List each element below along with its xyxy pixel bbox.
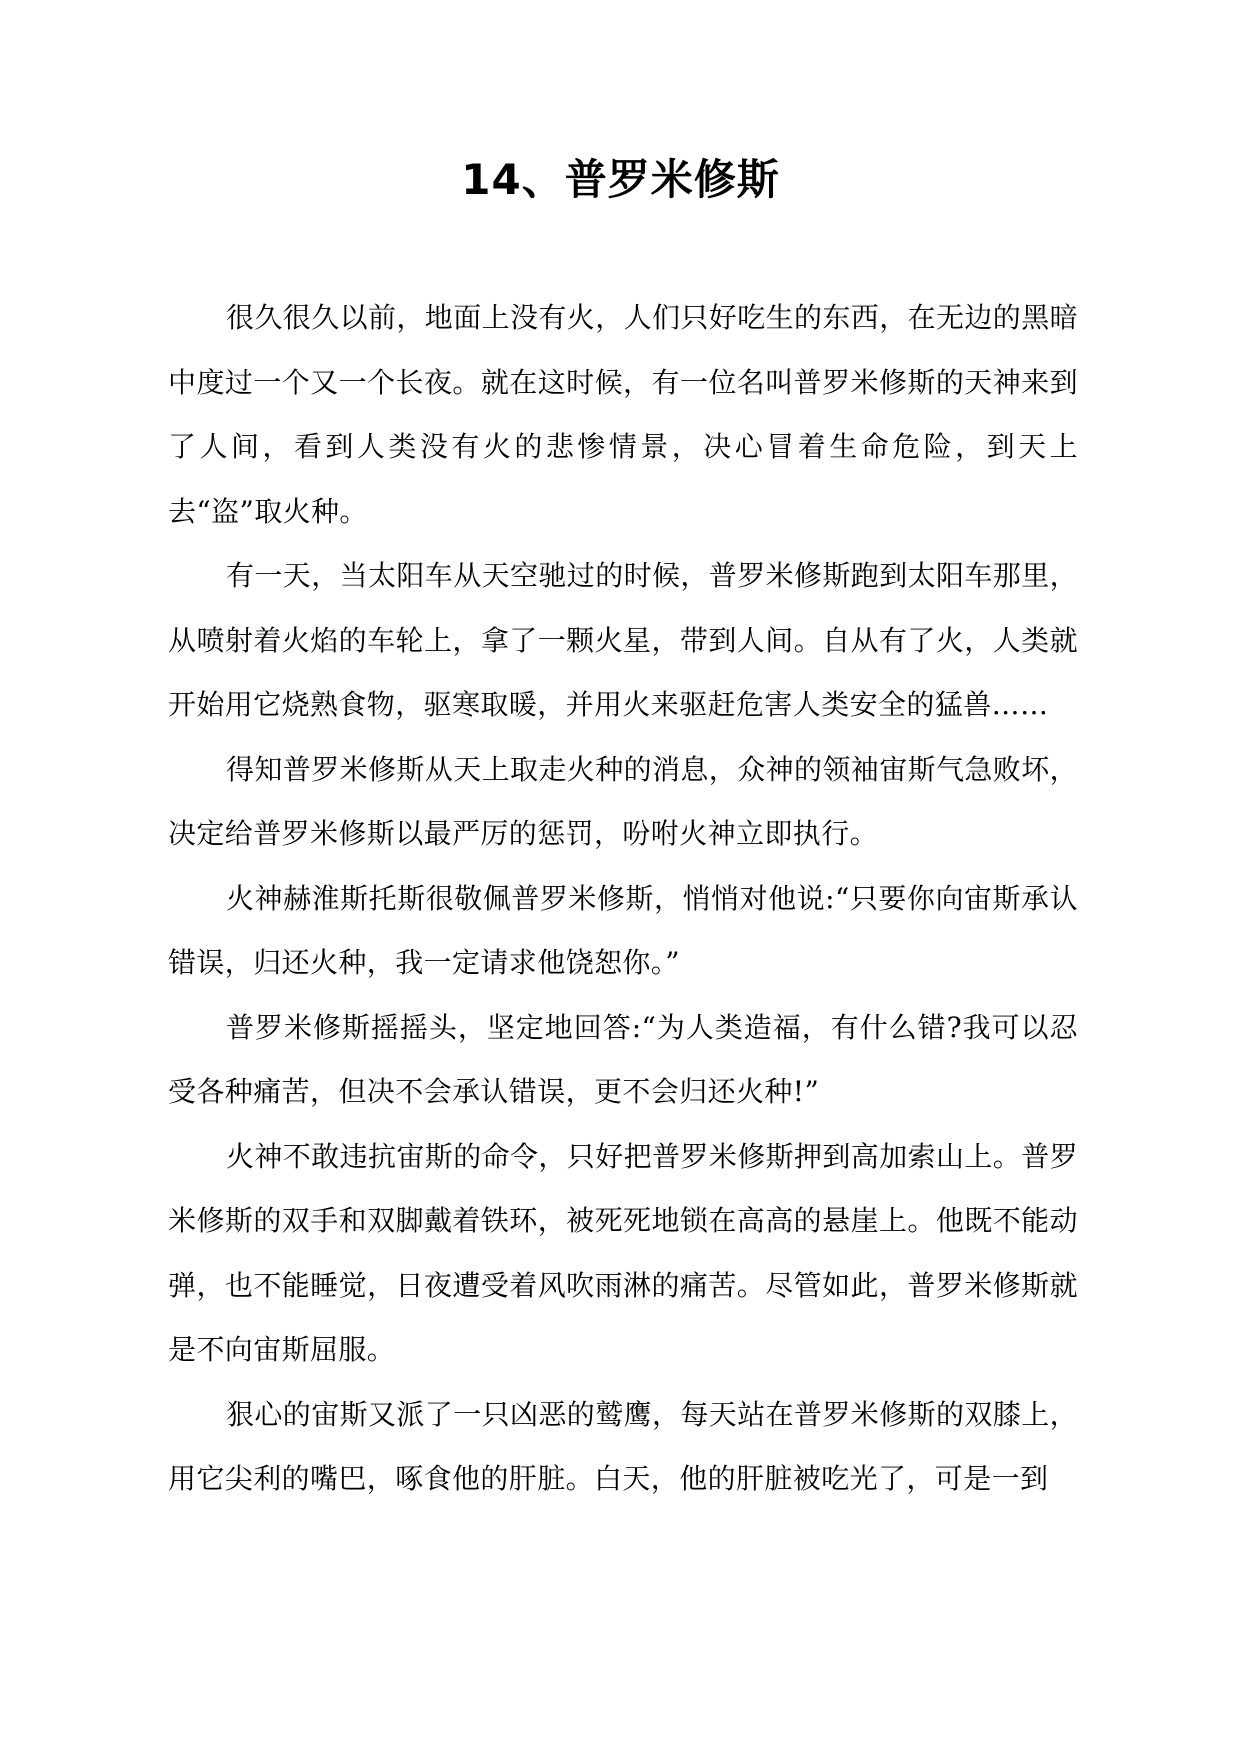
paragraph: 很久很久以前，地面上没有火，人们只好吃生的东西，在无边的黑暗中度过一个又一个长夜。就在这时候，有一位名叫普罗米修斯的天神来到了人间，看到人类没有火的悲惨情景，决心冒着生命危险，到天上去“盗”取火种。 (168, 301, 1079, 528)
document-body (168, 286, 1078, 1512)
paragraph: 得知普罗米修斯从天上取走火种的消息，众神的领袖宙斯气急败坏，决定给普罗米修斯以最严厉的惩罚，吩咐火神立即执行。 (168, 752, 1079, 850)
paragraph: 火神不敢违抗宙斯的命令，只好把普罗米修斯押到高加索山上。普罗米修斯的双手和双脚戴着铁环，被死死地锁在高高的悬崖上。他既不能动弹，也不能睡觉，日夜遭受着风吹雨淋的痛苦。尽管如此，普罗米修斯就是不向宙斯屈服。 (168, 1139, 1079, 1366)
document-title: 14、普罗米修斯 (461, 155, 780, 204)
paragraph: 火神赫淮斯托斯很敬佩普罗米修斯，悄悄对他说:“只要你向宙斯承认错误，归还火种，我一定请求他饶恕你。” (168, 881, 1078, 979)
paragraph: 普罗米修斯摇摇头，坚定地回答:“为人类造福，有什么错?我可以忍受各种痛苦，但决不会承认错误，更不会归还火种!” (168, 1010, 1078, 1108)
paragraph: 有一天，当太阳车从天空驰过的时候，普罗米修斯跑到太阳车那里，从喷射着火焰的车轮上，拿了一颗火星，带到人间。自从有了火，人类就开始用它烧熟食物，驱寒取暖，并用火来驱赶危害人类安全的猛兽…… (168, 559, 1079, 721)
paragraph: 狠心的宙斯又派了一只凶恶的鹫鹰，每天站在普罗米修斯的双膝上，用它尖利的嘴巴，啄食他的肝脏。白天，他的肝脏被吃光了，可是一到 (168, 1397, 1079, 1495)
